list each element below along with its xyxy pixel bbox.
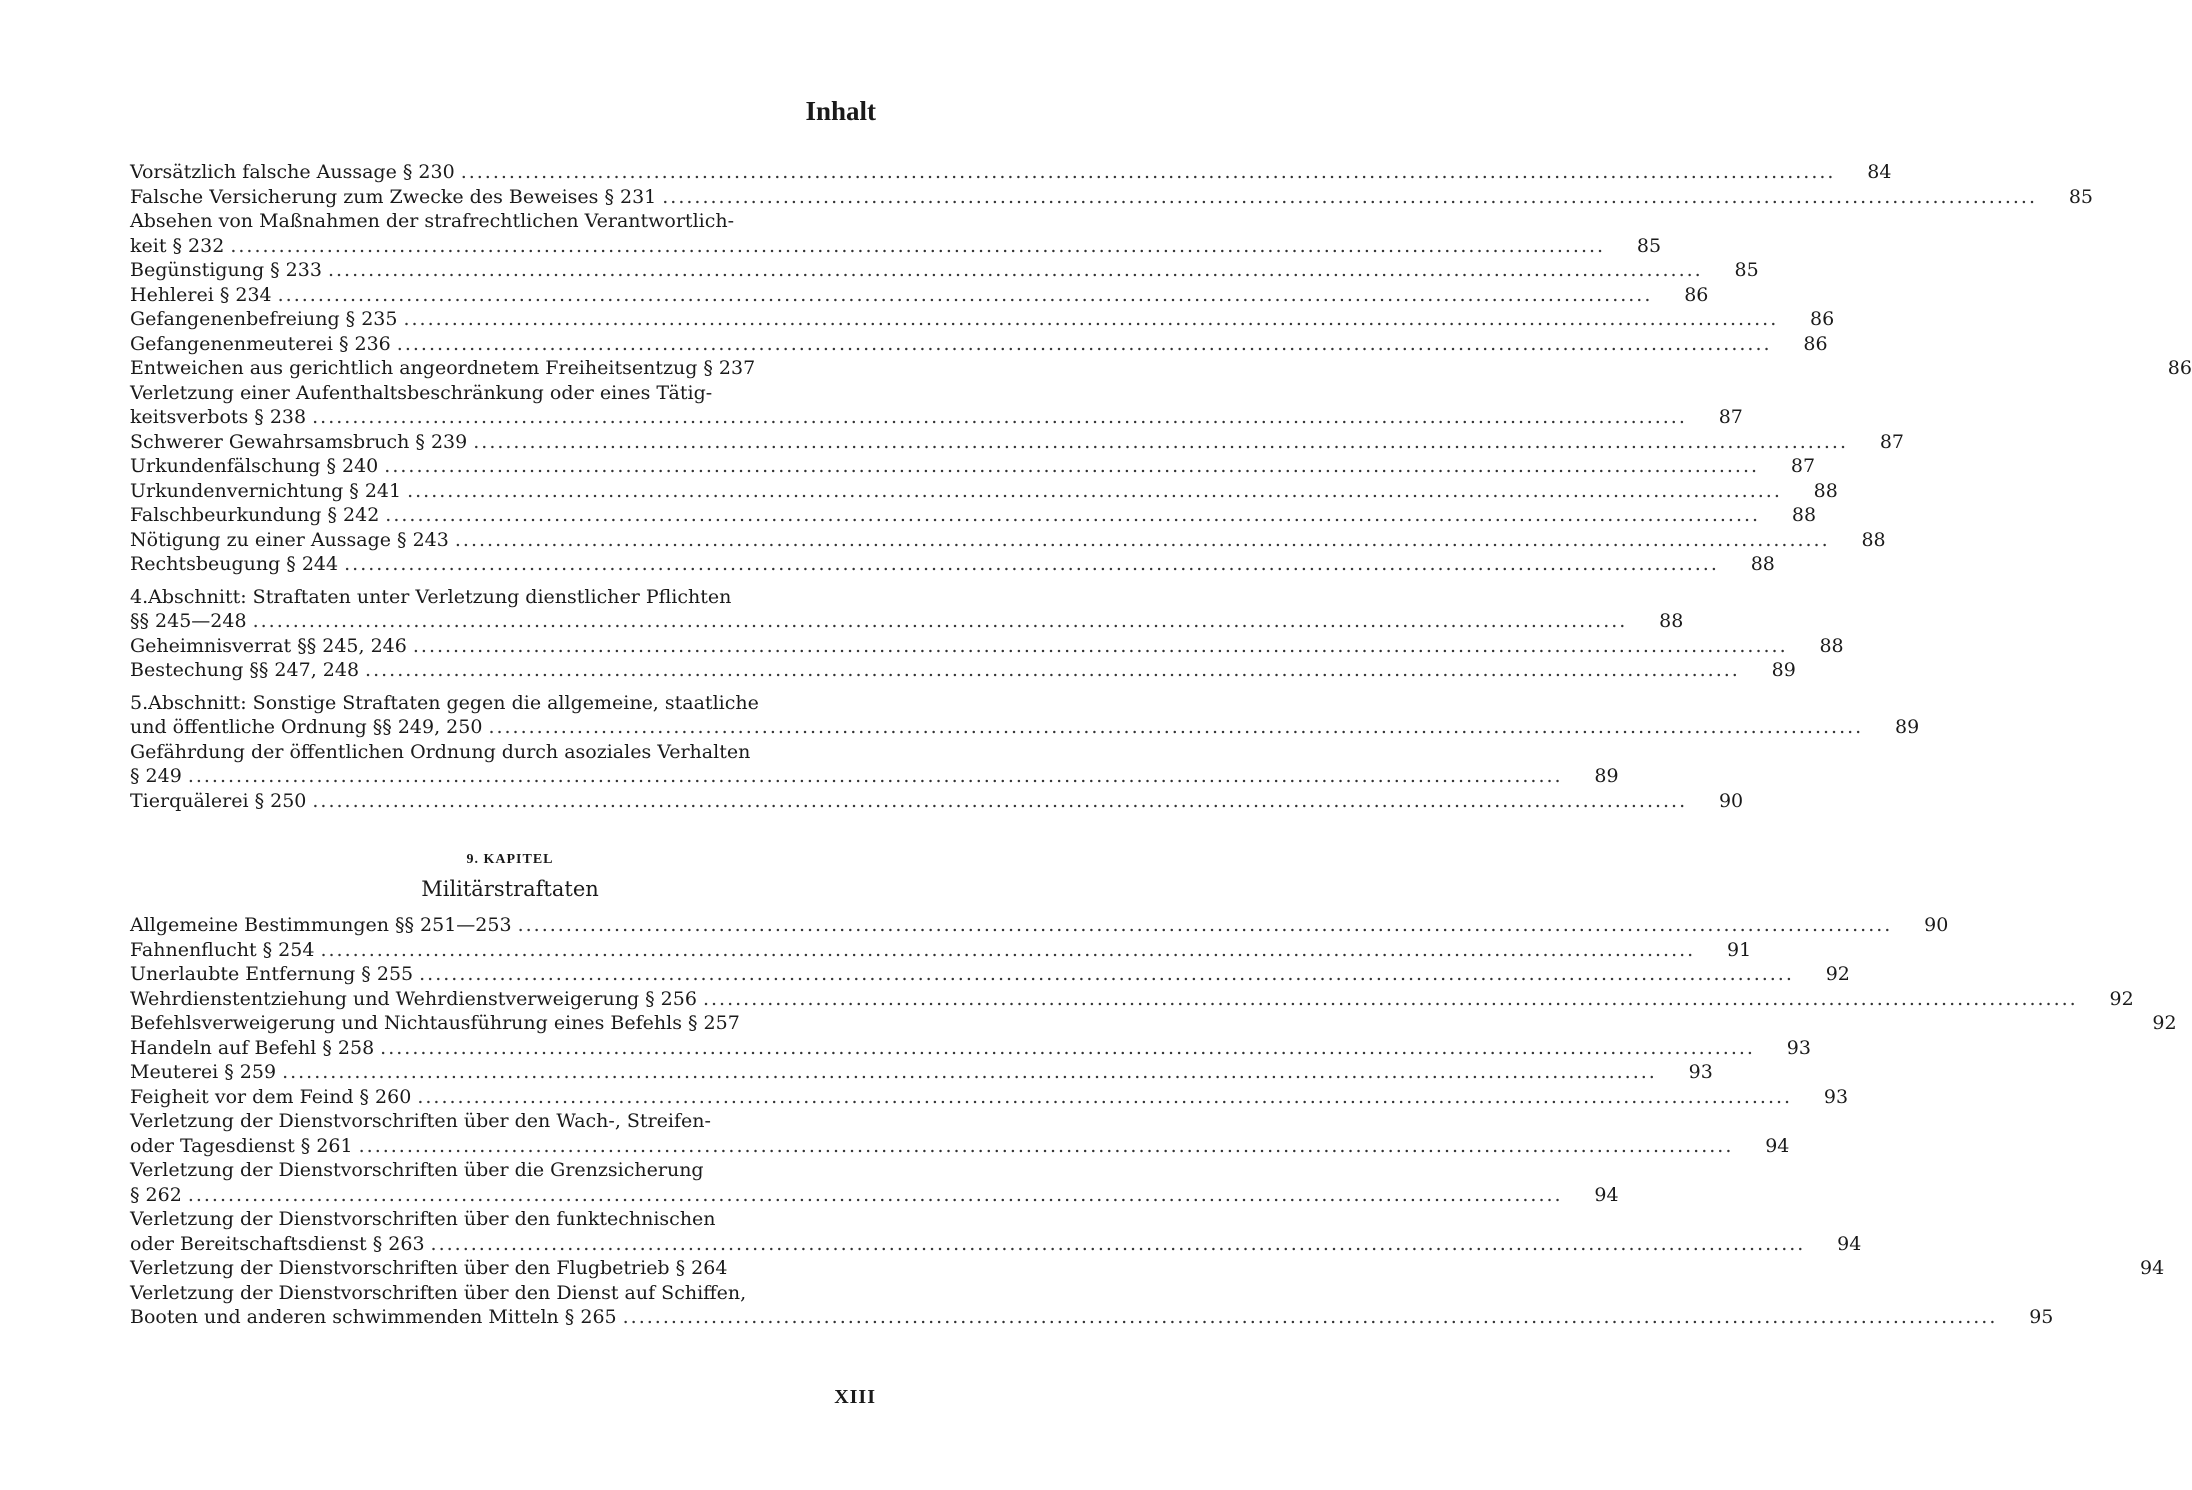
- toc-entry-text: Verletzung einer Aufenthaltsbeschränkung oder eines Tätig-: [130, 381, 713, 404]
- toc-dot-leader: [407, 479, 1782, 504]
- toc-dot-leader: [455, 528, 1830, 553]
- toc-entry: [130, 234, 1662, 259]
- toc-entry: [130, 691, 890, 716]
- toc-entry: [130, 1085, 1849, 1110]
- toc-dot-leader: [703, 987, 2078, 1012]
- toc-entry-text: Bestechung §§ 247, 248: [130, 659, 360, 681]
- toc-entry-page: 95: [2029, 1306, 2054, 1328]
- toc-dot-leader: [278, 283, 1653, 308]
- toc-entry: [130, 332, 1828, 357]
- toc-entry-page: 93: [1688, 1061, 1713, 1083]
- page-header-title: Inhalt: [805, 96, 876, 126]
- toc-entry: [130, 1281, 890, 1306]
- toc-entry: [130, 789, 1744, 814]
- toc-dot-leader: [312, 789, 1687, 814]
- toc-entry-text: Abschnitt: Sonstige Straftaten gegen die allgemeine, staatliche: [148, 691, 759, 714]
- group-spacer: [130, 683, 890, 691]
- toc-entry-page: 86: [1803, 332, 1828, 355]
- toc-entry-text: Handeln auf Befehl § 258: [130, 1036, 375, 1059]
- toc-entry-text: keitsverbots § 238: [130, 406, 307, 428]
- toc-entry-page: 88: [1750, 553, 1775, 575]
- toc-entry-page: 85: [1734, 259, 1759, 281]
- toc-entry: [130, 1183, 1619, 1208]
- toc-dot-leader: [312, 405, 1687, 430]
- toc-entry-page: 88: [1659, 610, 1684, 632]
- toc-entry-page: 89: [1594, 765, 1619, 787]
- toc-entry-page: 87: [1879, 430, 1904, 453]
- toc-entry-text: Hehlerei § 234: [130, 283, 272, 306]
- toc-entry-page: 94: [1837, 1232, 1862, 1255]
- toc-entry-text: Booten und anderen schwimmenden Mitteln § 265: [130, 1306, 617, 1328]
- toc-entry: [130, 609, 1684, 634]
- table-of-contents: [130, 160, 2192, 1330]
- toc-entry: [130, 307, 1835, 332]
- toc-entry-page: 92: [2152, 1012, 2177, 1034]
- toc-dot-leader: [384, 454, 1759, 479]
- toc-entry: [130, 528, 1886, 553]
- toc-entry-page: 88: [1813, 479, 1838, 502]
- toc-entry: [130, 1232, 1862, 1257]
- toc-entry-text: Begünstigung § 233: [130, 259, 322, 281]
- toc-entry: [130, 479, 1838, 504]
- toc-entry: [130, 258, 1759, 283]
- toc-entry: [130, 987, 2134, 1012]
- toc-entry: [130, 430, 1904, 455]
- toc-dot-leader: [419, 962, 1794, 987]
- toc-entry: [130, 938, 1752, 963]
- toc-dot-leader: [188, 1183, 1563, 1208]
- toc-entry: [130, 381, 890, 406]
- toc-entry-text: Allgemeine Bestimmungen §§ 251—253: [130, 914, 512, 936]
- toc-entry: [130, 740, 890, 765]
- toc-entry: [130, 764, 1619, 789]
- toc-entry-page: 92: [2109, 987, 2134, 1010]
- toc-entry-page: 89: [1771, 659, 1796, 681]
- toc-entry: [130, 1158, 890, 1183]
- toc-dot-leader: [385, 503, 1760, 528]
- toc-entry-text: Schwerer Gewahrsamsbruch § 239: [130, 430, 468, 453]
- group-spacer: [130, 577, 890, 585]
- toc-group-section-5: [130, 691, 1920, 814]
- toc-entry-page: 93: [1786, 1036, 1811, 1059]
- toc-entry: [130, 1060, 1713, 1085]
- toc-entry: [130, 913, 1949, 938]
- toc-entry-page: 90: [1718, 789, 1744, 812]
- toc-entry-text: Gefangenenmeuterei § 236: [130, 332, 391, 355]
- toc-dot-leader: [431, 1232, 1806, 1257]
- toc-entry-page: 84: [1867, 161, 1892, 183]
- toc-entry-page: 91: [1727, 938, 1752, 961]
- toc-dot-leader: [359, 1134, 1734, 1159]
- chapter-title: Militärstraftaten: [421, 877, 599, 901]
- toc-entry-text: Verletzung der Dienstvorschriften über den Wach-, Streifen-: [130, 1110, 711, 1132]
- toc-entry: [130, 1134, 1790, 1159]
- toc-dot-leader: [518, 913, 1893, 938]
- toc-entry-text: Feigheit vor dem Feind § 260: [130, 1085, 412, 1108]
- toc-entry-page: 94: [1594, 1183, 1619, 1206]
- toc-entry: [130, 585, 890, 610]
- toc-entry-text: Wehrdienstentziehung und Wehrdienstverweigerung § 256: [130, 987, 697, 1010]
- toc-entry-page: 94: [2140, 1257, 2165, 1279]
- toc-entry: [130, 1109, 890, 1134]
- toc-entry-text: Absehen von Maßnahmen der strafrechtlichen Verantwortlich-: [130, 210, 735, 232]
- toc-entry-page: 89: [1895, 716, 1920, 738]
- toc-entry-text: keit § 232: [130, 234, 225, 257]
- toc-entry-page: 87: [1718, 406, 1743, 428]
- toc-dot-leader: [380, 1036, 1755, 1061]
- toc-dot-leader: [413, 634, 1788, 659]
- toc-entry-text: Fahnenflucht § 254: [130, 938, 315, 961]
- toc-entry: [130, 405, 1743, 430]
- toc-entry: [130, 1256, 2165, 1281]
- toc-entry: [130, 185, 2094, 210]
- toc-entry: [130, 1036, 1811, 1061]
- toc-group-chapter-9: [130, 913, 2177, 1330]
- toc-dot-leader: [230, 234, 1605, 259]
- toc-entry-text: Verletzung der Dienstvorschriften über den Flugbetrieb § 264: [130, 1257, 728, 1279]
- toc-entry-text: §§ 245—248: [130, 610, 247, 632]
- toc-entry: [130, 356, 2192, 381]
- toc-entry-page: 88: [1861, 528, 1886, 551]
- page-number: XIII: [834, 1386, 876, 1408]
- toc-entry-text: Falschbeurkundung § 242: [130, 504, 380, 526]
- toc-dot-leader: [320, 938, 1695, 963]
- toc-entry: [130, 1011, 2177, 1036]
- toc-entry-text: oder Bereitschaftsdienst § 263: [130, 1232, 425, 1255]
- toc-entry-page: 86: [1684, 283, 1709, 306]
- toc-entry: [130, 658, 1796, 683]
- toc-dot-leader: [397, 332, 1772, 357]
- toc-dot-leader: [253, 609, 1628, 634]
- toc-dot-leader: [488, 715, 1863, 740]
- toc-entry: [130, 634, 1844, 659]
- toc-group-section-4: [130, 585, 1844, 683]
- toc-entry: [130, 962, 1850, 987]
- toc-dot-leader: [328, 258, 1703, 283]
- toc-entry: [130, 552, 1775, 577]
- toc-entry-text: Gefangenenbefreiung § 235: [130, 308, 398, 330]
- toc-entry-text: Befehlsverweigerung und Nichtausführung eines Befehls § 257: [130, 1012, 740, 1034]
- toc-group-offenses: [130, 160, 2192, 577]
- toc-entry-page: 86: [1810, 308, 1835, 330]
- chapter-heading: [130, 847, 890, 913]
- toc-entry-text: § 262: [130, 1183, 182, 1206]
- toc-entry-text: Vorsätzlich falsche Aussage § 230: [130, 161, 455, 183]
- toc-entry-page: 90: [1924, 914, 1949, 936]
- toc-entry-text: Verletzung der Dienstvorschriften über den Dienst auf Schiffen,: [130, 1281, 747, 1304]
- toc-entry-text: Gefährdung der öffentlichen Ordnung durch asoziales Verhalten: [130, 740, 751, 763]
- toc-dot-leader: [461, 160, 1836, 185]
- toc-entry-page: 92: [1825, 963, 1850, 985]
- chapter-number: 9. KAPITEL: [466, 852, 554, 867]
- toc-entry-text: Verletzung der Dienstvorschriften über den funktechnischen: [130, 1208, 716, 1230]
- toc-entry-number: 4.: [130, 585, 149, 608]
- toc-entry: [130, 283, 1709, 308]
- toc-dot-leader: [417, 1085, 1792, 1110]
- toc-entry-text: Urkundenvernichtung § 241: [130, 479, 402, 502]
- toc-dot-leader: [473, 430, 1848, 455]
- toc-dot-leader: [188, 764, 1563, 789]
- toc-dot-leader: [365, 658, 1740, 683]
- toc-entry-page: 86: [2167, 357, 2192, 379]
- toc-entry: [130, 160, 1892, 185]
- toc-entry-text: Tierquälerei § 250: [130, 789, 307, 812]
- toc-entry-text: Entweichen aus gerichtlich angeordnetem Freiheitsentzug § 237: [130, 357, 756, 379]
- toc-entry-text: oder Tagesdienst § 261: [130, 1134, 353, 1157]
- toc-entry-page: 88: [1819, 634, 1844, 657]
- toc-entry: [130, 503, 1817, 528]
- toc-entry-page: 94: [1765, 1134, 1790, 1157]
- toc-dot-leader: [282, 1060, 1657, 1085]
- toc-entry-text: Verletzung der Dienstvorschriften über die Grenzsicherung: [130, 1159, 704, 1181]
- toc-entry-number: 5.: [130, 691, 149, 714]
- toc-dot-leader: [662, 185, 2037, 210]
- toc-dot-leader: [344, 552, 1719, 577]
- toc-entry-text: Falsche Versicherung zum Zwecke des Beweises § 231: [130, 185, 657, 208]
- toc-entry: [130, 209, 890, 234]
- toc-entry-text: und öffentliche Ordnung §§ 249, 250: [130, 716, 483, 738]
- toc-entry-page: 87: [1790, 455, 1816, 477]
- toc-entry: [130, 1305, 2054, 1330]
- toc-dot-leader: [623, 1305, 1998, 1330]
- toc-entry: [130, 715, 1920, 740]
- toc-entry-page: 88: [1791, 504, 1817, 526]
- toc-entry: [130, 454, 1816, 479]
- toc-entry-text: Geheimnisverrat §§ 245, 246: [130, 634, 407, 657]
- toc-entry-page: 85: [2068, 185, 2094, 208]
- toc-entry: [130, 1207, 890, 1232]
- toc-entry-text: § 249: [130, 765, 182, 787]
- toc-entry-text: Nötigung zu einer Aussage § 243: [130, 528, 449, 551]
- toc-entry-text: Unerlaubte Entfernung § 255: [130, 963, 414, 985]
- toc-entry-text: Rechtsbeugung § 244: [130, 553, 339, 575]
- toc-entry-page: 93: [1823, 1085, 1849, 1108]
- toc-dot-leader: [403, 307, 1778, 332]
- toc-entry-text: Urkundenfälschung § 240: [130, 455, 379, 477]
- toc-entry-text: Abschnitt: Straftaten unter Verletzung dienstlicher Pflichten: [148, 585, 732, 608]
- toc-entry-page: 85: [1636, 234, 1662, 257]
- toc-entry-text: Meuterei § 259: [130, 1061, 277, 1083]
